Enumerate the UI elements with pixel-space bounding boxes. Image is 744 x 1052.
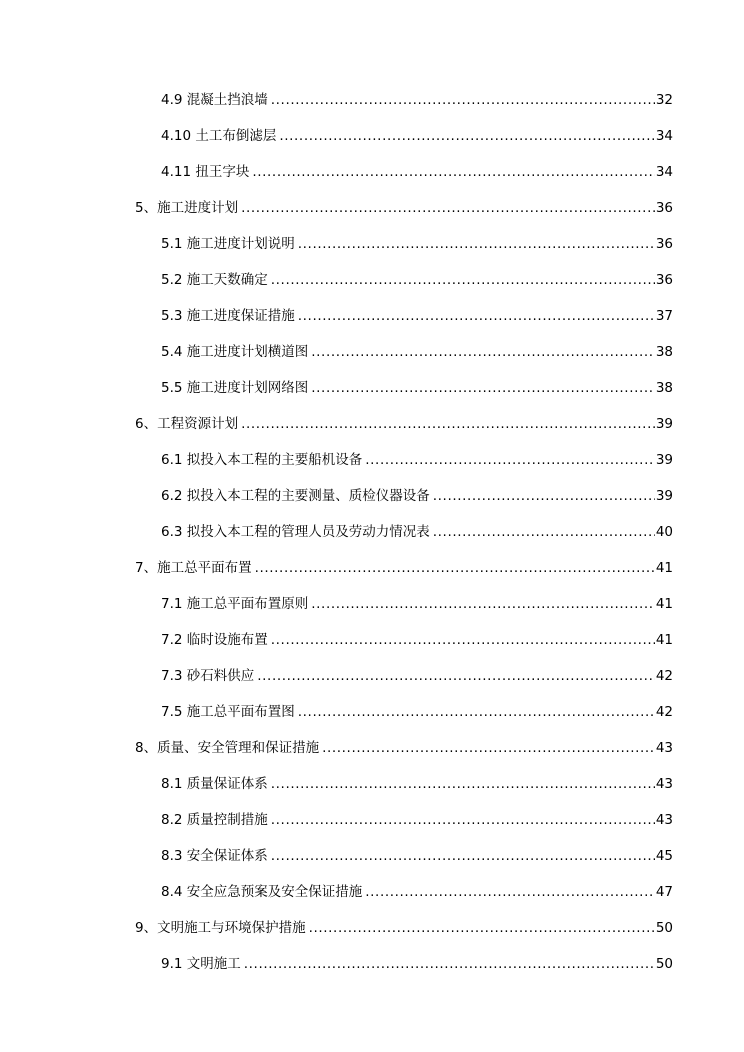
toc-entry-title[interactable]: 4.10 土工布倒滤层 [161,128,277,144]
table-of-contents [0,82,744,982]
dot-leader [255,550,655,586]
toc-page-number[interactable]: 39 [655,416,673,432]
toc-section-entry[interactable] [0,478,744,514]
toc-chapter-entry[interactable] [0,910,744,946]
dot-leader [433,478,655,514]
dot-leader [252,154,654,190]
toc-entry-title[interactable]: 8.3 安全保证体系 [161,848,268,864]
toc-page-number[interactable]: 36 [655,200,673,216]
toc-section-entry[interactable] [0,838,744,874]
toc-entry-title[interactable]: 5.4 施工进度计划横道图 [161,344,309,360]
dot-leader [309,910,655,946]
dot-leader [271,838,655,874]
toc-page-number[interactable]: 39 [655,488,673,504]
dot-leader [365,442,655,478]
toc-entry-title[interactable]: 7、施工总平面布置 [135,560,252,576]
toc-page-number[interactable]: 50 [655,920,673,936]
dot-leader [311,370,655,406]
toc-page-number[interactable]: 32 [655,92,673,108]
toc-entry-title[interactable]: 6.3 拟投入本工程的管理人员及劳动力情况表 [161,524,430,540]
dot-leader [311,586,655,622]
toc-section-entry[interactable] [0,226,744,262]
toc-section-entry[interactable] [0,658,744,694]
toc-page-number[interactable]: 43 [655,776,673,792]
dot-leader [311,334,655,370]
toc-chapter-entry[interactable] [0,550,744,586]
toc-page-number[interactable]: 38 [655,344,673,360]
toc-entry-title[interactable]: 5.3 施工进度保证措施 [161,308,295,324]
toc-chapter-entry[interactable] [0,190,744,226]
dot-leader [279,118,654,154]
toc-chapter-entry[interactable] [0,730,744,766]
dot-leader [241,190,655,226]
toc-entry-title[interactable]: 9、文明施工与环境保护措施 [135,920,306,936]
toc-entry-title[interactable]: 4.9 混凝土挡浪墙 [161,92,268,108]
toc-entry-title[interactable]: 7.1 施工总平面布置原则 [161,596,309,612]
toc-section-entry[interactable] [0,946,744,982]
toc-section-entry[interactable] [0,262,744,298]
toc-section-entry[interactable] [0,874,744,910]
toc-page-number[interactable]: 41 [655,560,673,576]
toc-page-number[interactable]: 50 [655,956,673,972]
toc-section-entry[interactable] [0,298,744,334]
toc-entry-title[interactable]: 7.2 临时设施布置 [161,632,268,648]
toc-section-entry[interactable] [0,442,744,478]
dot-leader [271,262,655,298]
toc-section-entry[interactable] [0,118,744,154]
toc-entry-title[interactable]: 7.5 施工总平面布置图 [161,704,295,720]
toc-entry-title[interactable]: 8.1 质量保证体系 [161,776,268,792]
toc-entry-title[interactable]: 5.5 施工进度计划网络图 [161,380,309,396]
dot-leader [244,946,655,982]
toc-section-entry[interactable] [0,586,744,622]
toc-entry-title[interactable]: 5.2 施工天数确定 [161,272,268,288]
toc-entry-title[interactable]: 7.3 砂石料供应 [161,668,255,684]
dot-leader [241,406,655,442]
toc-chapter-entry[interactable] [0,406,744,442]
dot-leader [271,82,655,118]
toc-entry-title[interactable]: 5.1 施工进度计划说明 [161,236,295,252]
toc-entry-title[interactable]: 8.2 质量控制措施 [161,812,268,828]
toc-page-number[interactable]: 36 [655,236,673,252]
toc-section-entry[interactable] [0,334,744,370]
toc-entry-title[interactable]: 8、质量、安全管理和保证措施 [135,740,320,756]
toc-page-number[interactable]: 41 [655,596,673,612]
toc-entry-title[interactable]: 6、工程资源计划 [135,416,239,432]
toc-page-number[interactable]: 43 [655,812,673,828]
toc-page-number[interactable]: 39 [655,452,673,468]
toc-entry-title[interactable]: 8.4 安全应急预案及安全保证措施 [161,884,363,900]
toc-page-number[interactable]: 42 [655,704,673,720]
dot-leader [365,874,655,910]
toc-page-number[interactable]: 34 [655,164,673,180]
toc-page-number[interactable]: 34 [655,128,673,144]
dot-leader [298,298,655,334]
dot-leader [257,658,655,694]
toc-page-number[interactable]: 38 [655,380,673,396]
toc-page-number[interactable]: 45 [655,848,673,864]
toc-page-number[interactable]: 36 [655,272,673,288]
dot-leader [271,802,655,838]
toc-section-entry[interactable] [0,514,744,550]
toc-section-entry[interactable] [0,154,744,190]
toc-entry-title[interactable]: 6.1 拟投入本工程的主要船机设备 [161,452,363,468]
toc-page-number[interactable]: 47 [655,884,673,900]
toc-page-number[interactable]: 40 [655,524,673,540]
toc-section-entry[interactable] [0,622,744,658]
toc-page-number[interactable]: 42 [655,668,673,684]
toc-page-number[interactable]: 43 [655,740,673,756]
toc-entry-title[interactable]: 6.2 拟投入本工程的主要测量、质检仪器设备 [161,488,430,504]
toc-entry-title[interactable]: 9.1 文明施工 [161,956,241,972]
toc-section-entry[interactable] [0,766,744,802]
toc-section-entry[interactable] [0,370,744,406]
dot-leader [271,766,655,802]
dot-leader [271,622,655,658]
toc-page-number[interactable]: 41 [655,632,673,648]
toc-section-entry[interactable] [0,694,744,730]
toc-entry-title[interactable]: 4.11 扭王字块 [161,164,250,180]
dot-leader [298,226,655,262]
toc-entry-title[interactable]: 5、施工进度计划 [135,200,239,216]
toc-section-entry[interactable] [0,802,744,838]
toc-section-entry[interactable] [0,82,744,118]
dot-leader [298,694,655,730]
dot-leader [322,730,655,766]
toc-page-number[interactable]: 37 [655,308,673,324]
dot-leader [433,514,655,550]
